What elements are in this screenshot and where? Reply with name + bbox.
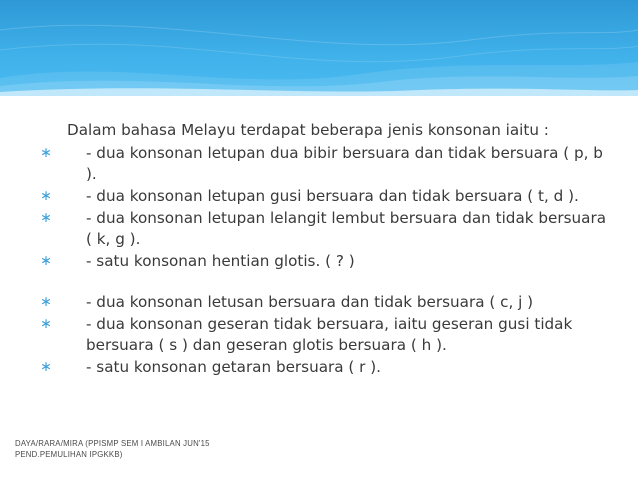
list-item-text: - dua konsonan letupan gusi bersuara dan tidak bersuara ( t, d ). (86, 187, 579, 205)
asterisk-bullet-icon: ∗ (40, 145, 52, 161)
list-item-text: - satu konsonan getaran bersuara ( r ). (86, 358, 381, 376)
asterisk-bullet-icon: ∗ (40, 359, 52, 375)
list-item (40, 357, 607, 378)
asterisk-bullet-icon: ∗ (40, 253, 52, 269)
slide-body (40, 120, 607, 379)
intro-text: Dalam bahasa Melayu terdapat beberapa jenis konsonan iaitu : (67, 121, 549, 139)
list-item (40, 143, 607, 185)
list-item (40, 314, 607, 356)
asterisk-bullet-icon: ∗ (40, 210, 52, 226)
list-item-text: - dua konsonan letupan lelangit lembut bersuara dan tidak bersuara ( k, g ). (86, 209, 607, 248)
slide-header-banner (0, 0, 638, 96)
asterisk-bullet-icon: ∗ (40, 316, 52, 332)
list-item (40, 292, 607, 313)
list-item-text: - dua konsonan letusan bersuara dan tidak bersuara ( c, j ) (86, 293, 534, 311)
list-item (40, 251, 607, 272)
asterisk-bullet-icon: ∗ (40, 294, 52, 310)
list-item-text: - dua konsonan letupan dua bibir bersuara dan tidak bersuara ( p, b ). (86, 144, 603, 183)
list-item-text: - satu konsonan hentian glotis. ( ? ) (86, 252, 355, 270)
footer-line: DAYA/RARA/MIRA (PPISMP SEM I AMBILAN JUN'15 (15, 439, 210, 448)
wave-decoration (0, 0, 638, 96)
list-item-text: - dua konsonan geseran tidak bersuara, iaitu geseran gusi tidak bersuara ( s ) dan geseran glotis bersuara ( h ). (86, 315, 573, 354)
consonant-list (40, 143, 607, 378)
asterisk-bullet-icon: ∗ (40, 188, 52, 204)
slide-footer (15, 438, 210, 460)
list-item (40, 208, 607, 250)
footer-line: PEND.PEMULIHAN IPGKKB) (15, 450, 123, 459)
list-item (40, 186, 607, 207)
